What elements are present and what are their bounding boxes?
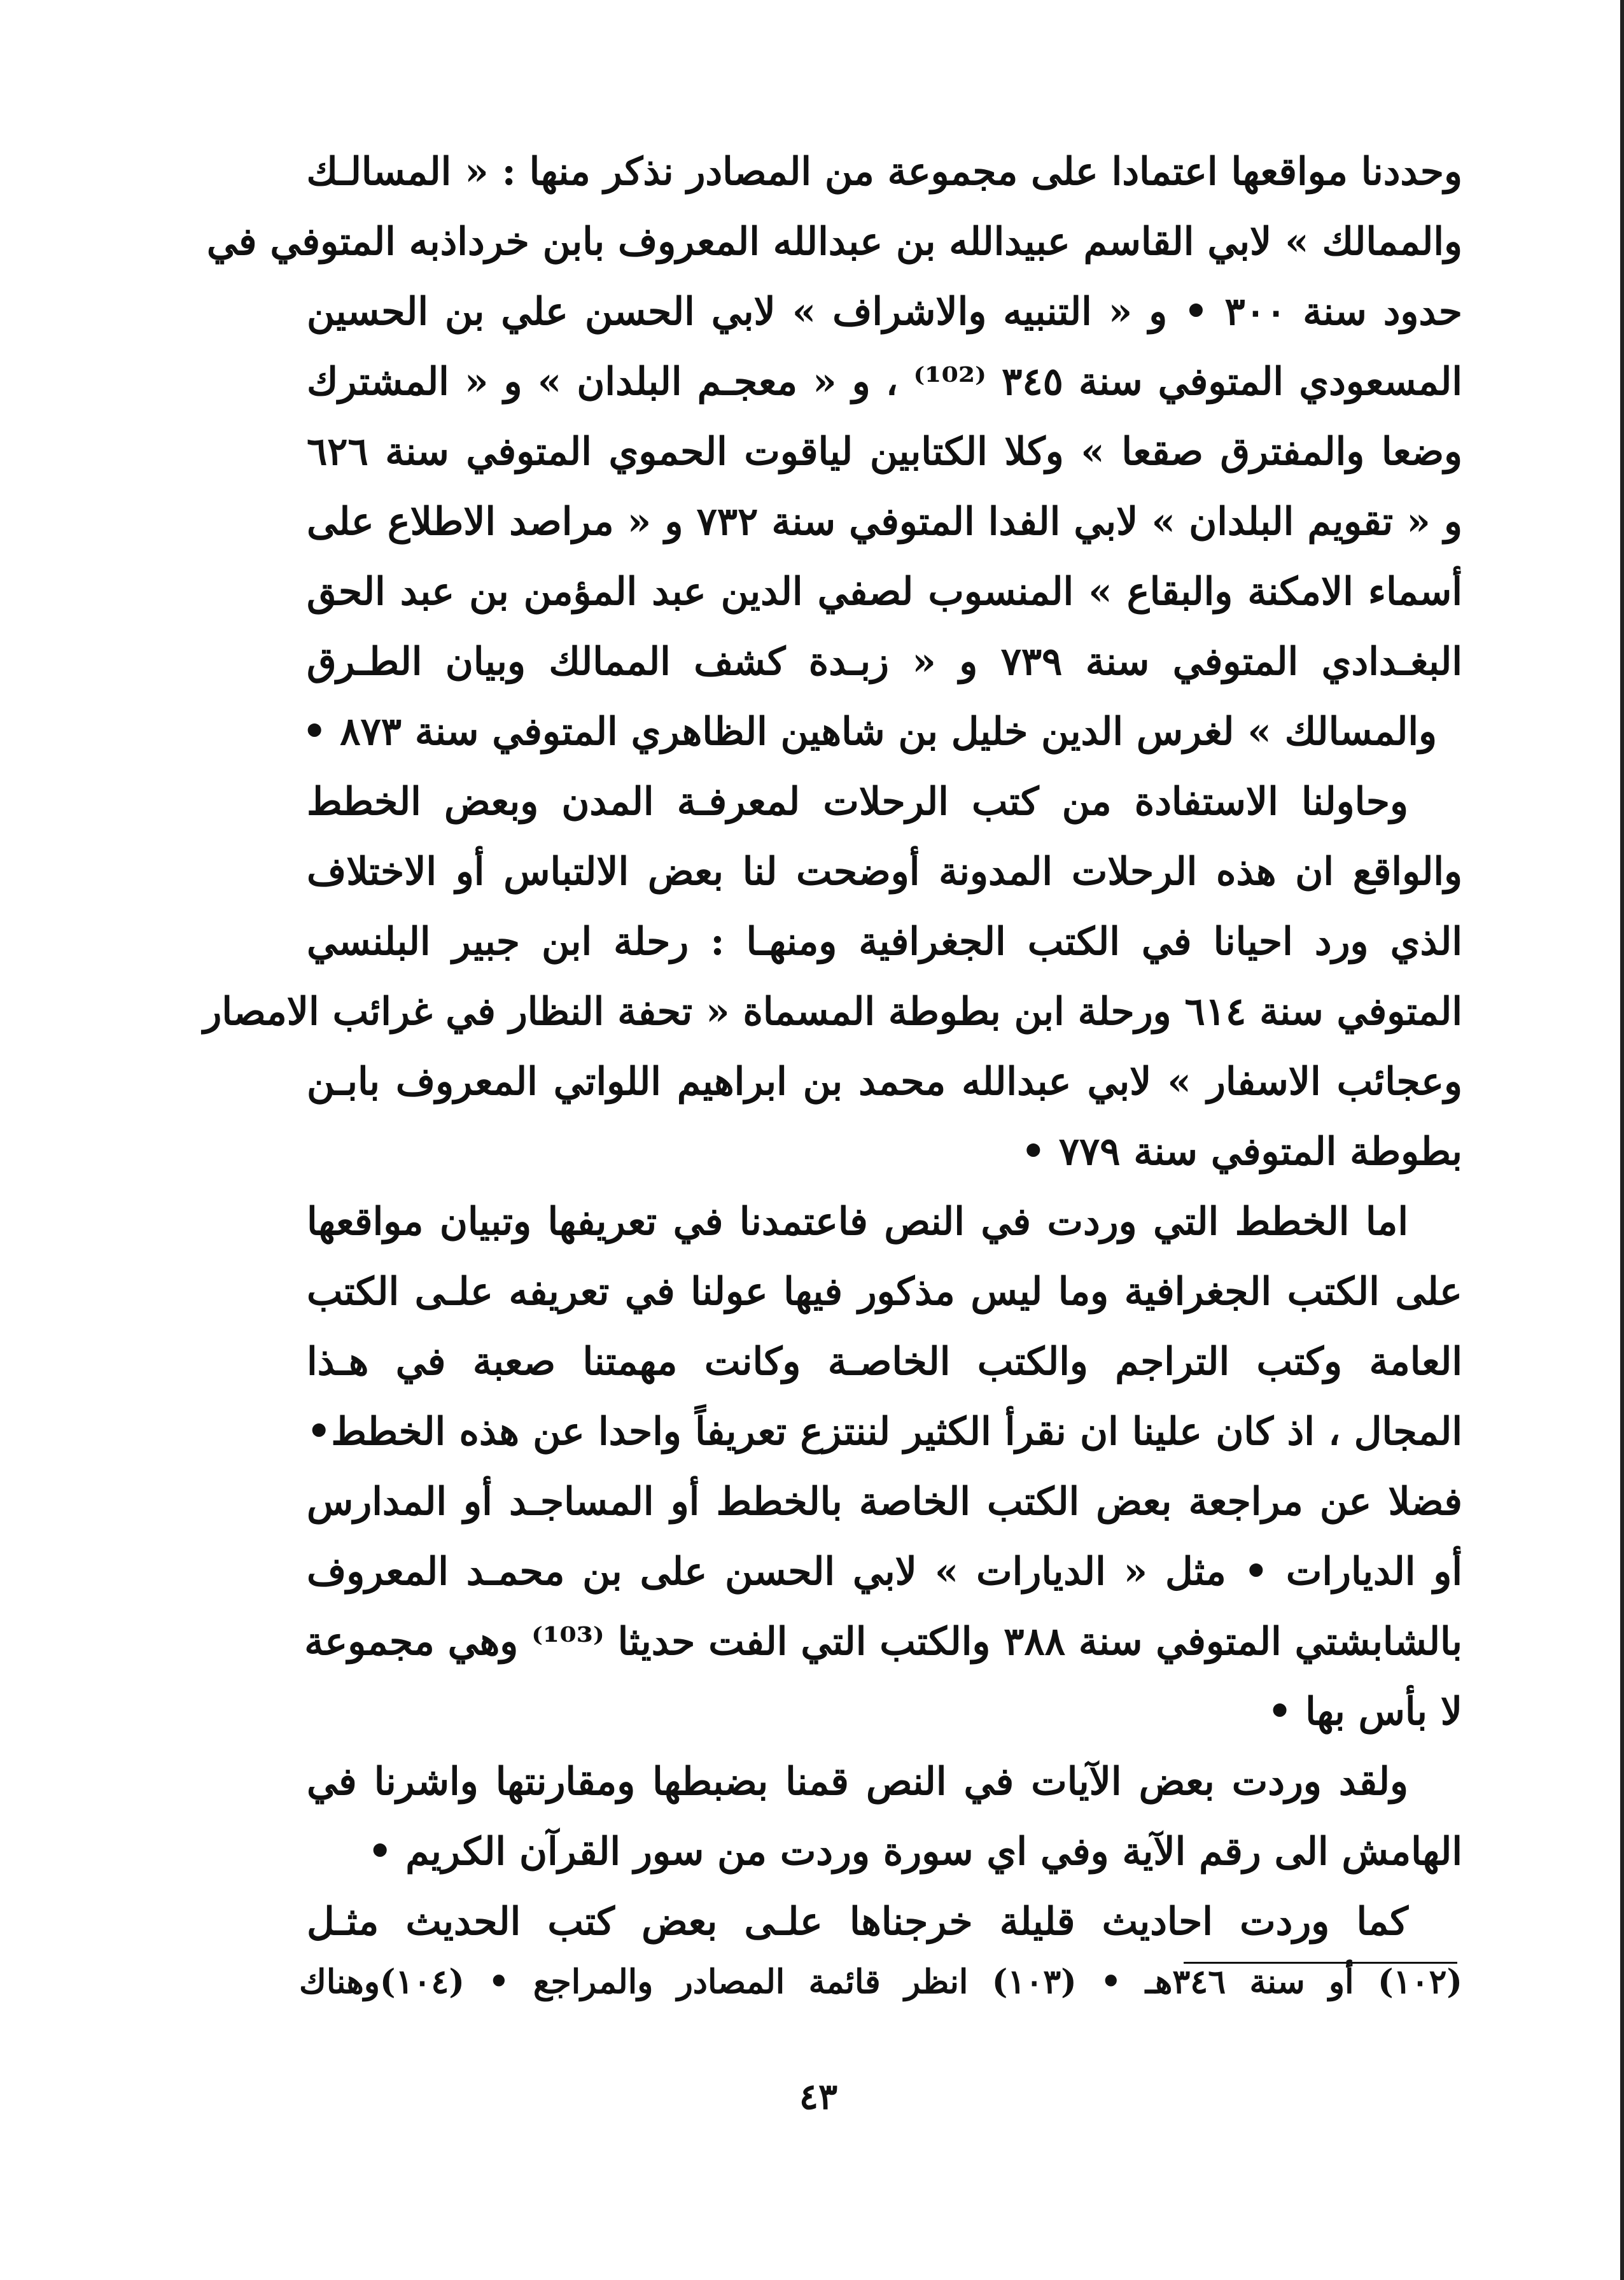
paragraph-2-line-6: بطوطة المتوفي سنة ٧٧٩ • [1021,1130,1462,1174]
paragraph-4-line-1: ولقد وردت بعض الآيات في النص قمنا بضبطها ومقارنتها واشرنا في [307,1759,1408,1804]
paragraph-3-line-1: اما الخطط التي وردت في النص فاعتمدنا في تعريفها وتبيان مواقعها [307,1199,1408,1244]
paragraph-2-line-2: والواقع ان هذه الرحلات المدونة أوضحت لنا بعض الالتباس أو الاختلاف [307,850,1462,894]
paragraph-1-line-3: حدود سنة ٣٠٠ • و « التنبيه والاشراف » لابي الحسن علي بن الحسين [307,290,1462,334]
paragraph-1-line-9: والمسالك » لغرس الدين خليل بن شاهين الظاهري المتوفي سنة ٨٧٣ • [302,710,1437,754]
paragraph-2-line-5: وعجائب الاسفار » لابي عبدالله محمد بن ابراهيم اللواتي المعروف بابـن [307,1060,1462,1104]
paragraph-3-line-5: فضلا عن مراجعة بعض الكتب الخاصة بالخطط أو المساجـد أو المدارس [307,1479,1462,1524]
paragraph-3-line-4: المجال ، اذ كان علينا ان نقرأ الكثير لننتزع تعريفاً واحدا عن هذه الخطط• [307,1409,1462,1454]
paragraph-2-line-1: وحاولنا الاستفادة من كتب الرحلات لمعرفـة المدن وبعض الخطط [307,780,1408,824]
footnote-text: (١٠٢) أو سنة ٣٤٦هـ • (١٠٣) انظر قائمة المصادر والمراجع • (١٠٤)وهناك [299,1962,1462,2001]
body-text [203,137,1463,1957]
paragraph-5-line-1: كما وردت احاديث قليلة خرجناها علـى بعض كتب الحديث مثـل [307,1899,1408,1944]
paragraph-1-line-4: المسعودي المتوفي سنة ٣٤٥ ⁽¹⁰²⁾ ، و « معجـم البلدان » و « المشترك [307,360,1463,404]
paragraph-2-line-3: الذي ورد احيانا في الكتب الجغرافية ومنهـا : رحلة ابن جبير البلنسي [307,920,1462,964]
paragraph-3-line-7: بالشابشتي المتوفي سنة ٣٨٨ والكتب التي الفت حديثا ⁽¹⁰³⁾ وهي مجموعة [304,1619,1462,1664]
paragraph-4-line-2: الهامش الى رقم الآية وفي اي سورة وردت من سور القرآن الكريم • [368,1829,1462,1874]
paragraph-1-line-5: وضعا والمفترق صقعا » وكلا الكتابين لياقوت الحموي المتوفي سنة ٦٢٦ [307,430,1462,474]
page-number: ٤٣ [799,2076,838,2118]
paragraph-1-line-7: أسماء الامكنة والبقاع » المنسوب لصفي الدين عبد المؤمن بن عبد الحق [307,570,1462,614]
paragraph-2-line-4: المتوفي سنة ٦١٤ ورحلة ابن بطوطة المسماة « تحفة النظار في غرائب الامصار [203,990,1462,1034]
page-edge-border [1620,0,1624,2280]
paragraph-1-line-6: و « تقويم البلدان » لابي الفدا المتوفي سنة ٧٣٢ و « مراصد الاطلاع على [307,500,1462,544]
paragraph-1-line-8: البغـدادي المتوفي سنة ٧٣٩ و « زبـدة كشف الممالك وبيان الطـرق [307,640,1462,684]
paragraph-3-line-6: أو الديارات • مثل « الديارات » لابي الحسن على بن محمـد المعروف [307,1549,1462,1594]
paragraph-1-line-1: وحددنا مواقعها اعتمادا على مجموعة من المصادر نذكر منها : « المسالـك [306,150,1462,194]
paragraph-3-line-2: على الكتب الجغرافية وما ليس مذكور فيها عولنا في تعريفه علـى الكتب [307,1269,1462,1314]
paragraph-1-line-2: والممالك » لابي القاسم عبيدالله بن عبدالله المعروف بابن خرداذبه المتوفي في [206,220,1462,264]
paragraph-3-line-8: لا بأس بها • [1267,1689,1462,1734]
paragraph-3-line-3: العامة وكتب التراجم والكتب الخاصـة وكانت مهمتنا صعبة في هـذا [307,1339,1462,1384]
